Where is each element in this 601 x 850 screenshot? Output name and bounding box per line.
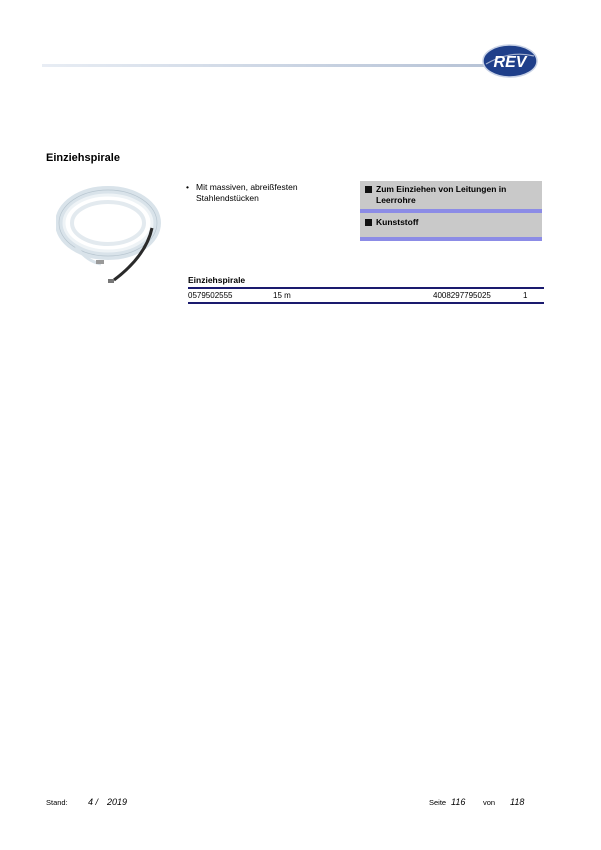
rev-logo — [482, 44, 538, 78]
table-rule-bottom — [188, 302, 544, 304]
stand-label: Stand: — [46, 798, 68, 807]
square-icon — [365, 186, 372, 193]
square-icon — [365, 219, 372, 226]
page-label: Seite — [429, 798, 447, 807]
table-rule-top — [188, 287, 544, 289]
attribute-application-text: Zum Einziehen von Leitungen in Leerrohre — [376, 184, 507, 205]
length-value: 15 m — [273, 291, 291, 300]
of-label: von — [483, 798, 496, 807]
page-number: 116 — [451, 797, 466, 807]
attribute-material-text: Kunststoff — [376, 217, 419, 227]
attribute-application — [360, 181, 542, 209]
quantity-value: 1 — [523, 291, 528, 300]
attribute-material — [360, 213, 542, 237]
article-number: 0579502555 — [188, 291, 233, 300]
header-rule — [42, 64, 487, 67]
attribute-panel — [360, 181, 542, 241]
product-title: Einziehspirale — [46, 152, 120, 164]
stand-month: 4 / — [88, 797, 99, 807]
stand-year: 2019 — [107, 797, 128, 807]
attribute-divider — [360, 237, 542, 241]
table-title: Einziehspirale — [188, 275, 246, 285]
feature-bullet: • — [186, 182, 189, 192]
page-total: 118 — [510, 797, 525, 807]
feature-list — [186, 182, 336, 204]
logo-text: REV — [493, 54, 527, 71]
feature-text: Mit massiven, abreißfesten Stahlendstücken — [196, 182, 298, 203]
ean-value: 4008297795025 — [433, 291, 491, 300]
wire-coil-icon — [56, 176, 166, 296]
